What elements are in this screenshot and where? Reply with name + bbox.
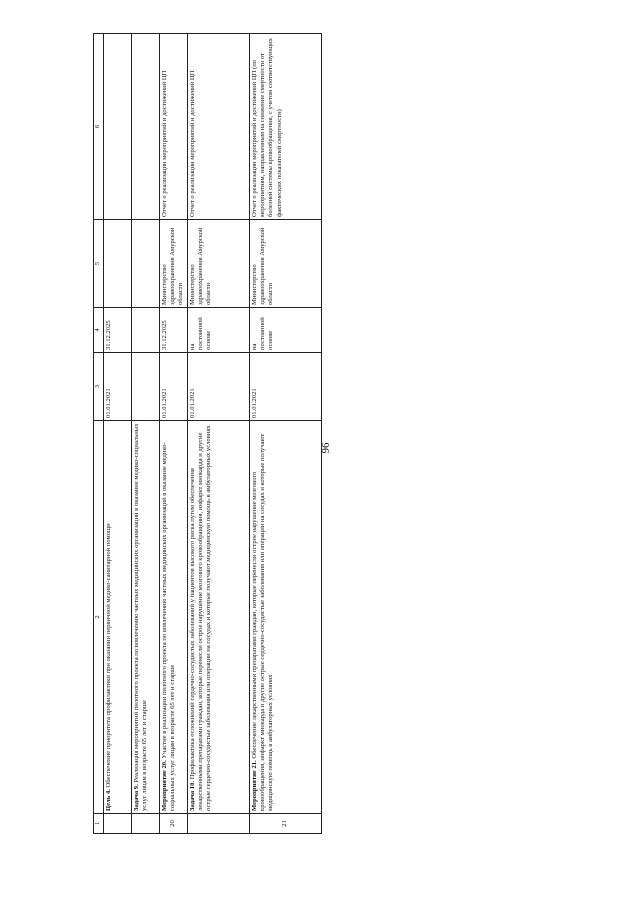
row-responsible: Министерство здравоохранения Амурской области <box>160 220 188 308</box>
table-row <box>132 34 160 834</box>
table-row <box>188 34 250 834</box>
row-end-date: 31.12.2025 <box>160 308 188 353</box>
row-responsible: Министерство здравоохранения Амурской области <box>250 220 322 308</box>
row-result: Отчет о реализации мероприятий и достижений ЦП <box>160 34 188 220</box>
row-description: Мероприятие 20. Участие в реализации пилотного проекта по вовлечению частных медицинских организаций в оказание медико-социальных услуг лицам в возрасте 65 лет и старше <box>160 421 188 814</box>
col-header-3: 3 <box>94 353 104 421</box>
header-row <box>94 34 104 834</box>
row-description: Цель 4. Обеспечение приоритета профилактики при оказании первичной медико-санитарной помощи <box>104 421 132 814</box>
col-header-5: 5 <box>94 220 104 308</box>
col-header-1: 1 <box>94 814 104 834</box>
row-result <box>104 34 132 220</box>
row-responsible <box>104 220 132 308</box>
col-header-2: 2 <box>94 421 104 814</box>
page-number: 96 <box>320 442 332 454</box>
row-start-date: 01.01.2021 <box>160 353 188 421</box>
row-description: Задача 10. Профилактика осложнений сердечно-сосудистых заболеваний у пациентов высокого риска путем обеспечения лекарственными препаратами граждан, которые перенесли острое нарушение мозгового кровообращения, инфаркт миокарда и другие острые сердечно-сосудистые заболевания или операции на сосудах и которые получают медицинскую помощь в амбулаторных условиях <box>188 421 250 814</box>
row-number <box>188 814 250 834</box>
table-row <box>250 34 322 834</box>
row-description: Задача 9. Реализация мероприятий пилотного проекта по вовлечению частных медицинских организаций в оказание медико-социальных услуг лицам в возрасте 65 лет и старше <box>132 421 160 814</box>
row-result: Отчет о реализации мероприятий и достижений ЦП (по мероприятиям, направленным на снижение смертности от болезней системы кровообращения, с учетом соответствующих фактических показателей смертности) <box>250 34 322 220</box>
table-row <box>160 34 188 834</box>
row-start-date: 01.01.2021 <box>250 353 322 421</box>
row-end-date <box>132 308 160 353</box>
table-row <box>104 34 132 834</box>
row-result <box>132 34 160 220</box>
col-header-6: 6 <box>94 34 104 220</box>
row-result: Отчет о реализации мероприятий и достижений ЦП <box>188 34 250 220</box>
row-description: Мероприятие 21. Обеспечение лекарственными препаратами граждан, которые перенесли острое нарушение мозгового кровообращения, инфаркт миокарда и другие острые сердечно-сосудистые заболевания или операции на сосудах и которые получают медицинскую помощь в амбулаторных условиях <box>250 421 322 814</box>
row-number: 21 <box>250 814 322 834</box>
row-number <box>132 814 160 834</box>
row-start-date <box>132 353 160 421</box>
row-start-date: 01.01.2021 <box>188 353 250 421</box>
row-number: 20 <box>160 814 188 834</box>
row-end-date: 31.12.2025 <box>104 308 132 353</box>
col-header-4: 4 <box>94 308 104 353</box>
row-start-date: 01.01.2021 <box>104 353 132 421</box>
row-end-date: на постоянной основе <box>250 308 322 353</box>
row-number <box>104 814 132 834</box>
row-responsible: Министерство здравоохранения Амурской области <box>188 220 250 308</box>
row-end-date: на постоянной основе <box>188 308 250 353</box>
row-responsible <box>132 220 160 308</box>
activities-table <box>93 33 322 834</box>
table-wrapper <box>93 34 307 834</box>
rotated-table-area <box>93 34 307 834</box>
